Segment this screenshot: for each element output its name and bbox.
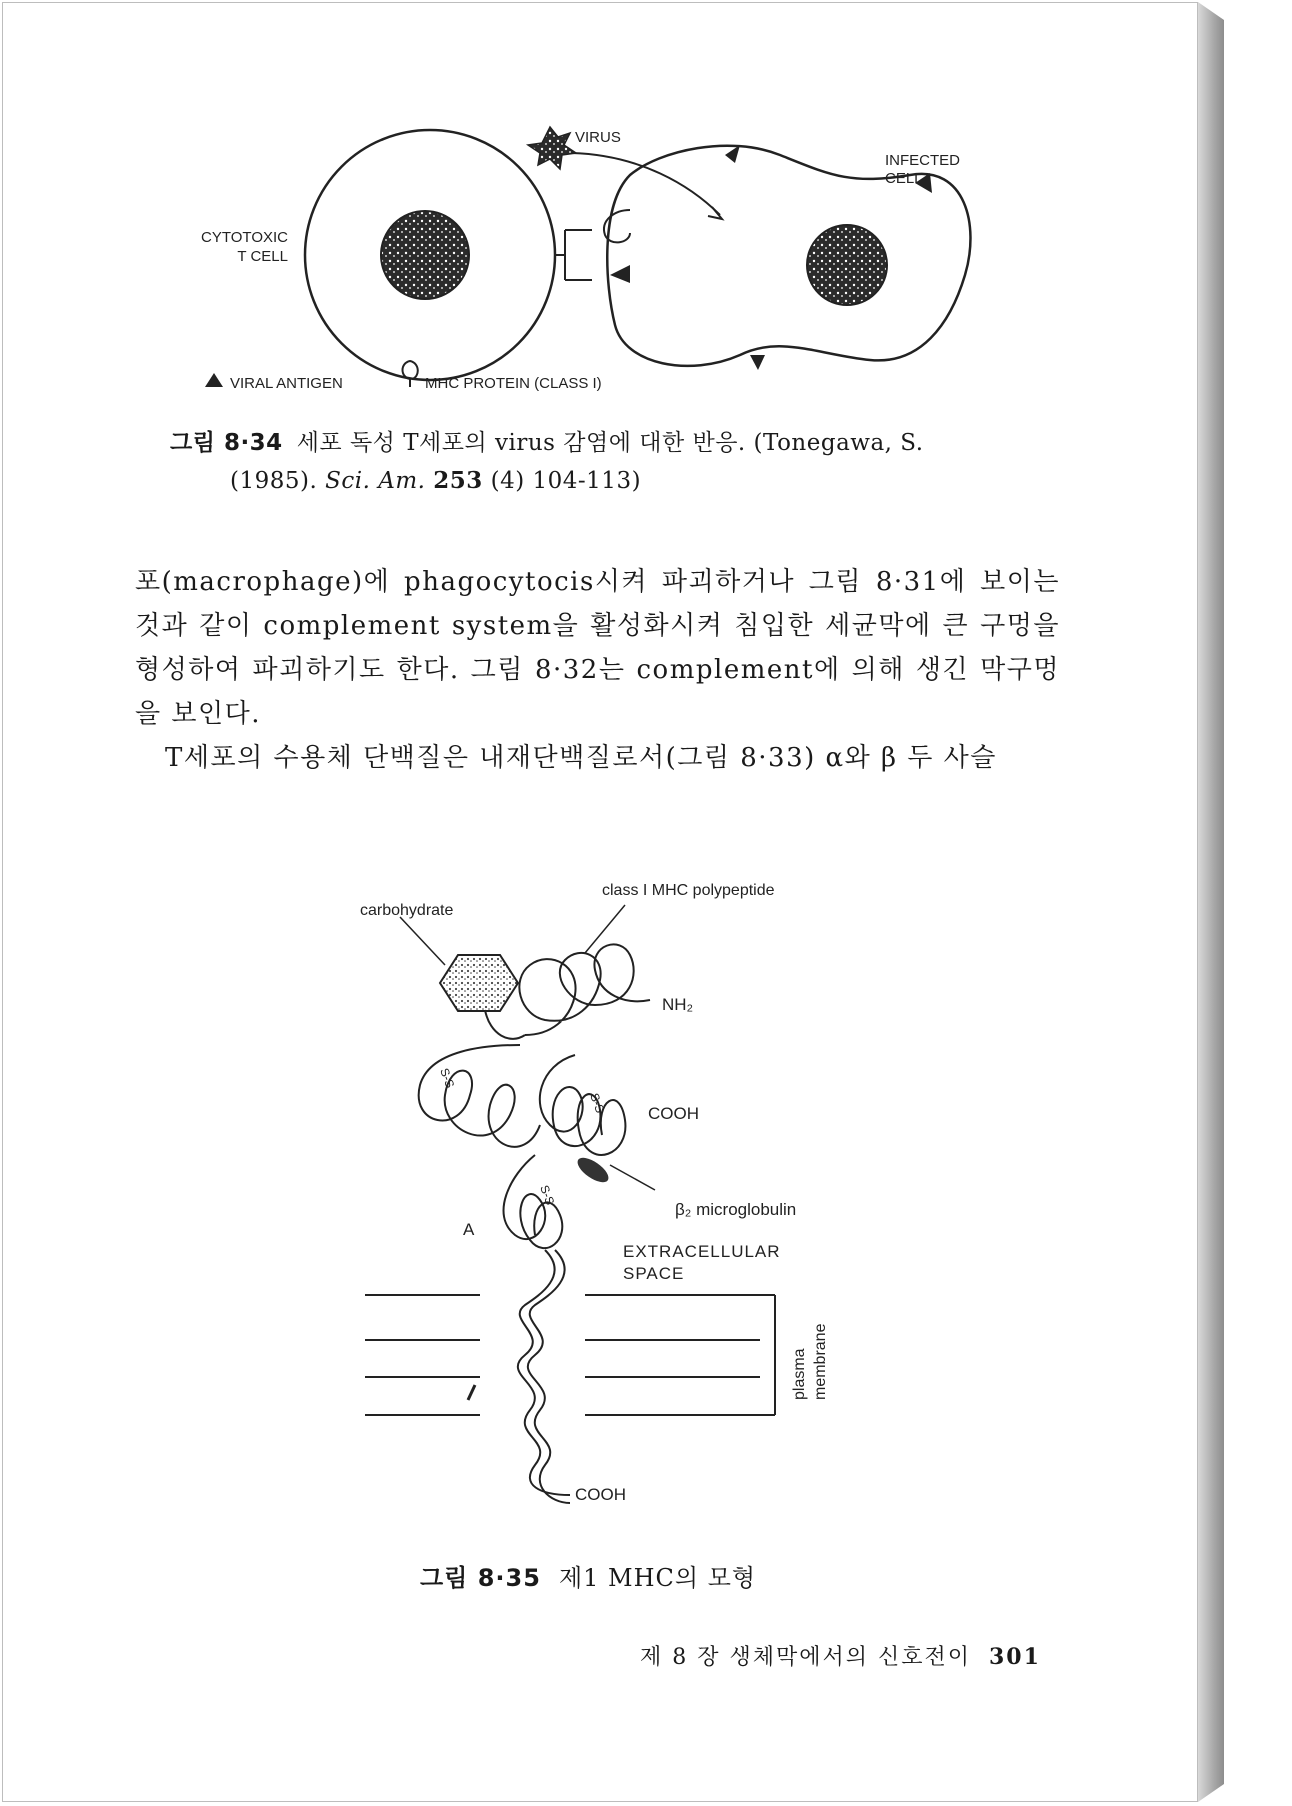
page-number: 301 (989, 1644, 1041, 1670)
legend-mhc-icon (403, 361, 418, 387)
virus-label: VIRUS (575, 129, 621, 146)
beta2-microglobulin-blob (574, 1153, 613, 1187)
nh2-label: NH₂ (662, 995, 694, 1014)
cytotoxic-label-1: CYTOTOXIC (201, 229, 288, 246)
caption-8-35-label: 그림 8·35 (420, 1564, 541, 1592)
figure-8-34 (201, 115, 1000, 405)
paragraph-1: 포(macrophage)에 phagocytocis시켜 파괴하거나 그림 8·31에 보이는 것과 같이 complement system을 활성화시켜 침입한 세균막에 큰 구멍을 형성하여 파괴하기도 한다. 그림 8·32는 complement에 의해 생긴 막구멍을 보인다. (135, 567, 1060, 729)
infected-label-1: INFECTED (885, 152, 960, 169)
extracellular-label-2: SPACE (623, 1264, 685, 1283)
body-text (135, 560, 1060, 780)
virus-particle (528, 127, 576, 169)
infected-cell-nucleus (807, 225, 887, 305)
source-volume: 253 (433, 467, 483, 494)
viral-antigen-marker (725, 145, 740, 163)
caption-8-35-text: 제1 MHC의 모형 (558, 1564, 757, 1592)
infection-arrow (572, 153, 720, 215)
membrane-label-2: membrane (812, 1323, 829, 1400)
figure-8-34-drawing (201, 115, 1000, 405)
figure-8-35 (340, 855, 900, 1525)
carbohydrate-hexagon (440, 955, 518, 1011)
viral-antigen-marker (750, 355, 765, 370)
polypeptide-label: class I MHC polypeptide (602, 882, 775, 899)
polypeptide-chain (419, 944, 650, 1503)
cooh-top-label: COOH (648, 1104, 699, 1123)
caption-8-35 (420, 1558, 920, 1593)
cytotoxic-label-2: T CELL (237, 248, 288, 265)
figure-8-35-drawing (340, 855, 900, 1525)
source-journal: Sci. Am. (325, 468, 426, 494)
paragraph-2: T세포의 수용체 단백질은 내재단백질로서(그림 8·33) α와 β 두 사슬 (165, 743, 997, 773)
caption-8-34-label: 그림 8·34 (170, 430, 283, 456)
cooh-bottom-label: COOH (575, 1485, 626, 1504)
disulfide-label: S-S (587, 1091, 608, 1115)
book-spine (1198, 2, 1224, 1802)
membrane-label-1: plasma (791, 1348, 808, 1400)
a-label: A (463, 1220, 475, 1239)
extracellular-label-1: EXTRACELLULAR (623, 1242, 781, 1261)
disulfide-label: S-S (437, 1066, 458, 1090)
source-year: (1985). (230, 468, 318, 494)
caption-8-34-text: 세포 독성 T세포의 virus 감염에 대한 반응. (Tonegawa, S. (296, 430, 924, 456)
legend-antigen-label: VIRAL ANTIGEN (230, 375, 343, 392)
page-footer (640, 1640, 1060, 1671)
t-cell-nucleus (381, 211, 469, 299)
microglobulin-label: β₂ microglobulin (675, 1200, 797, 1219)
source-pages: (4) 104-113) (490, 468, 642, 494)
carbohydrate-label: carbohydrate (360, 902, 454, 919)
disulfide-label: S-S (537, 1183, 558, 1207)
plasma-membrane-lines (365, 1295, 775, 1415)
footer-chapter: 제 8 장 생체막에서의 신호전이 (640, 1645, 971, 1670)
caption-8-34-source (170, 462, 1060, 500)
infected-label-2: CELL (885, 170, 923, 187)
caption-8-34 (170, 424, 1060, 500)
legend-mhc-label: MHC PROTEIN (CLASS I) (425, 375, 602, 392)
